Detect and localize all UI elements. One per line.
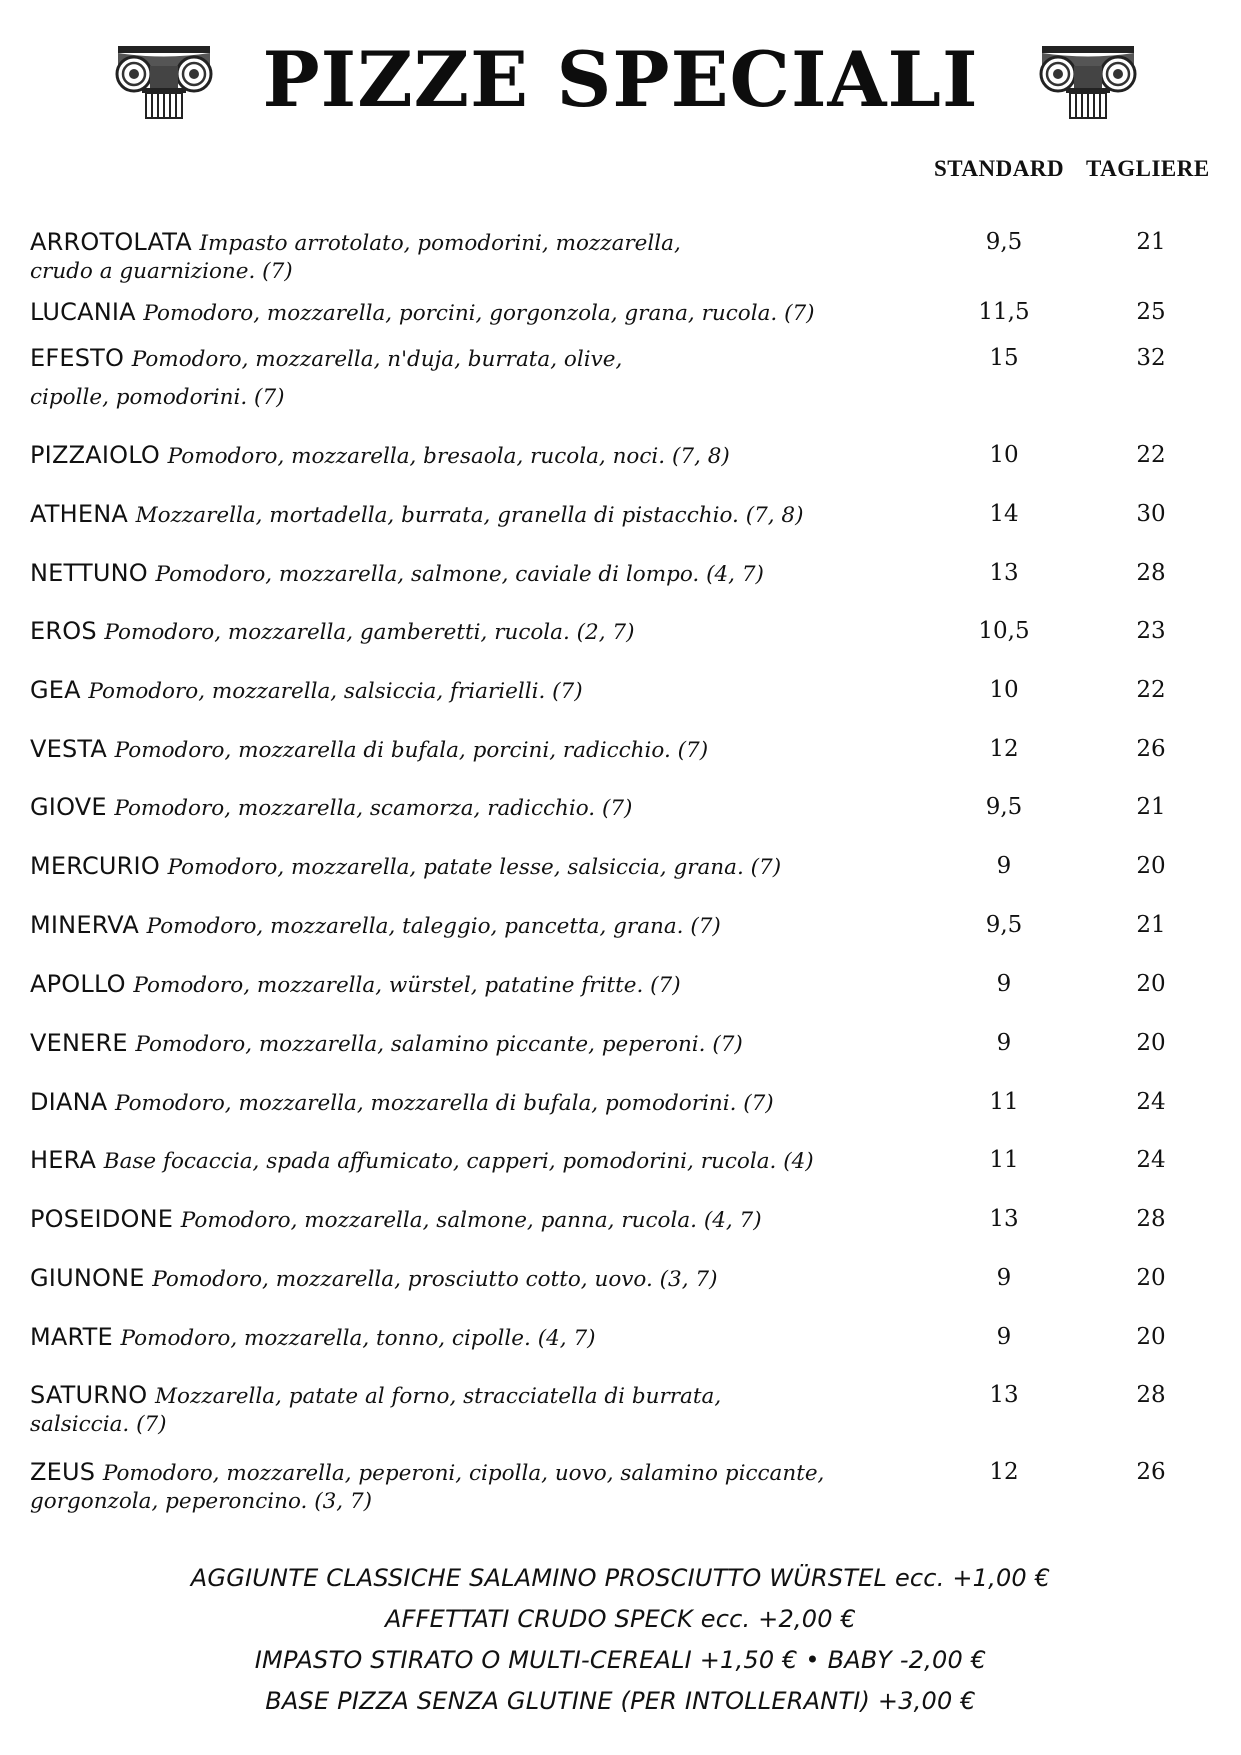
pizza-name: GIOVE [30, 793, 107, 821]
menu-item-description [30, 1029, 950, 1059]
price-tagliere: 20 [1136, 1265, 1166, 1291]
price-tagliere: 25 [1136, 299, 1166, 325]
menu-item [30, 344, 1220, 410]
price-tagliere: 32 [1136, 345, 1166, 371]
pizza-ingredients: Base focaccia, spada affumicato, capperi, pomodorini, rucola. (4) [103, 1149, 814, 1174]
pizza-ingredients: Mozzarella, patate al forno, stracciatella di burrata, [155, 1384, 722, 1409]
pizza-name: ARROTOLATA [30, 228, 192, 256]
pizza-name: EFESTO [30, 344, 125, 372]
price-standard: 10 [989, 442, 1019, 468]
pizza-name: HERA [30, 1146, 97, 1174]
pizza-name: PIZZAIOLO [30, 441, 161, 469]
menu-item-description [30, 298, 950, 328]
price-tagliere: 28 [1136, 1206, 1166, 1232]
pizza-ingredients: Pomodoro, mozzarella, salsiccia, friarielli. (7) [88, 679, 583, 704]
price-tagliere: 23 [1136, 618, 1166, 644]
menu-item [30, 441, 1220, 501]
pizza-name: NETTUNO [30, 559, 148, 587]
menu-item-description [30, 1381, 950, 1439]
pizza-name: VENERE [30, 1029, 128, 1057]
menu-item [30, 228, 1220, 288]
price-tagliere: 22 [1136, 442, 1166, 468]
menu-item [30, 1264, 1220, 1324]
menu-item-description [30, 344, 950, 412]
pizza-ingredients: Pomodoro, mozzarella, n'duja, burrata, olive, [131, 347, 623, 372]
menu-item [30, 559, 1220, 619]
menu-item [30, 500, 1220, 560]
pizza-ingredients: cipolle, pomodorini. (7) [30, 385, 285, 410]
pizza-ingredients: gorgonzola, peperoncino. (3, 7) [30, 1489, 373, 1514]
price-tagliere: 20 [1136, 971, 1166, 997]
menu-item-description [30, 1146, 950, 1176]
pizza-name: DIANA [30, 1088, 108, 1116]
price-standard: 9,5 [985, 794, 1023, 820]
price-standard: 12 [989, 1459, 1019, 1485]
pizza-ingredients: Pomodoro, mozzarella, patate lesse, salsiccia, grana. (7) [167, 855, 782, 880]
price-standard: 13 [989, 1206, 1019, 1232]
extras-line: BASE PIZZA SENZA GLUTINE (PER INTOLLERANTI) +3,00 € [265, 1687, 976, 1715]
pizza-ingredients: Pomodoro, mozzarella, gamberetti, rucola. (2, 7) [104, 620, 635, 645]
menu-item-description [30, 500, 950, 530]
menu-item [30, 676, 1220, 736]
pizza-ingredients: Pomodoro, mozzarella, bresaola, rucola, noci. (7, 8) [167, 444, 730, 469]
price-tagliere: 24 [1136, 1147, 1166, 1173]
menu-item-description [30, 559, 950, 589]
menu-item-description [30, 1205, 950, 1235]
price-tagliere: 21 [1136, 229, 1166, 255]
price-standard: 11 [989, 1089, 1019, 1115]
pizza-name: LUCANIA [30, 298, 136, 326]
price-tagliere: 24 [1136, 1089, 1166, 1115]
menu-item-description [30, 1088, 950, 1118]
menu-item-description [30, 676, 950, 706]
pizza-name: MARTE [30, 1323, 113, 1351]
menu-item [30, 1146, 1220, 1206]
price-tagliere: 22 [1136, 677, 1166, 703]
menu-item-description [30, 970, 950, 1000]
menu-item [30, 1381, 1220, 1441]
price-standard: 15 [989, 345, 1019, 371]
menu-item [30, 735, 1220, 795]
pizza-name: GEA [30, 676, 81, 704]
pizza-name: MERCURIO [30, 852, 160, 880]
price-tagliere: 21 [1136, 794, 1166, 820]
price-standard: 11 [989, 1147, 1019, 1173]
menu-item-description [30, 441, 950, 471]
price-standard: 10 [989, 677, 1019, 703]
price-standard: 9,5 [985, 912, 1023, 938]
pizza-ingredients: Pomodoro, mozzarella, salamino piccante, peperoni. (7) [135, 1032, 743, 1057]
menu-item-description [30, 228, 950, 286]
pizza-ingredients: Pomodoro, mozzarella, salmone, caviale di lompo. (4, 7) [155, 562, 764, 587]
pizza-ingredients: Pomodoro, mozzarella, tonno, cipolle. (4, 7) [120, 1326, 596, 1351]
column-header-tagliere: TAGLIERE [1086, 156, 1210, 181]
pizza-name: VESTA [30, 735, 108, 763]
price-tagliere: 28 [1136, 1382, 1166, 1408]
pizza-name: MINERVA [30, 911, 139, 939]
menu-item-description [30, 911, 950, 941]
menu-item [30, 1029, 1220, 1089]
price-tagliere: 20 [1136, 1030, 1166, 1056]
pizza-ingredients: Pomodoro, mozzarella, peperoni, cipolla, uovo, salamino piccante, [102, 1461, 825, 1486]
menu-item [30, 1205, 1220, 1265]
pizza-ingredients: Pomodoro, mozzarella, würstel, patatine fritte. (7) [133, 973, 681, 998]
price-standard: 9 [996, 1030, 1012, 1056]
price-standard: 9 [996, 1324, 1012, 1350]
menu-item [30, 911, 1220, 971]
menu-item [30, 852, 1220, 912]
extras-notes [0, 1558, 1241, 1722]
pizza-ingredients: Pomodoro, mozzarella, salmone, panna, rucola. (4, 7) [180, 1208, 762, 1233]
menu-item-description [30, 852, 950, 882]
pizza-ingredients: Pomodoro, mozzarella di bufala, porcini, radicchio. (7) [114, 738, 709, 763]
price-standard: 10,5 [978, 618, 1030, 644]
price-standard: 12 [989, 736, 1019, 762]
pizza-name: APOLLO [30, 970, 126, 998]
pizza-ingredients: Pomodoro, mozzarella, porcini, gorgonzola, grana, rucola. (7) [143, 301, 815, 326]
pizza-ingredients: Pomodoro, mozzarella, mozzarella di bufala, pomodorini. (7) [115, 1091, 774, 1116]
column-header-standard: STANDARD [934, 156, 1065, 181]
price-standard: 14 [989, 501, 1019, 527]
menu-item [30, 1458, 1220, 1518]
pizza-name: GIUNONE [30, 1264, 145, 1292]
menu-item-description [30, 1264, 950, 1294]
menu-item [30, 970, 1220, 1030]
menu-item [30, 793, 1220, 853]
pizza-name: POSEIDONE [30, 1205, 174, 1233]
menu-item-description [30, 617, 950, 647]
page-title: PIZZE SPECIALI [262, 35, 979, 124]
pizza-ingredients: Mozzarella, mortadella, burrata, granella di pistacchio. (7, 8) [135, 503, 804, 528]
menu-item-description [30, 1323, 950, 1353]
pizza-name: ZEUS [30, 1458, 96, 1486]
price-tagliere: 26 [1136, 736, 1166, 762]
price-standard: 9,5 [985, 229, 1023, 255]
pizza-ingredients: crudo a guarnizione. (7) [30, 259, 293, 284]
price-tagliere: 26 [1136, 1459, 1166, 1485]
price-standard: 11,5 [978, 299, 1030, 325]
price-tagliere: 28 [1136, 560, 1166, 586]
price-tagliere: 21 [1136, 912, 1166, 938]
pizza-name: SATURNO [30, 1381, 148, 1409]
pizza-ingredients: salsiccia. (7) [30, 1412, 167, 1437]
menu-item-description [30, 1458, 950, 1516]
menu-item-description [30, 735, 950, 765]
pizza-ingredients: Pomodoro, mozzarella, scamorza, radicchio. (7) [114, 796, 633, 821]
price-standard: 9 [996, 971, 1012, 997]
price-standard: 9 [996, 1265, 1012, 1291]
pizza-ingredients: Pomodoro, mozzarella, prosciutto cotto, uovo. (3, 7) [152, 1267, 718, 1292]
pizza-name: ATHENA [30, 500, 128, 528]
extras-line: AGGIUNTE CLASSICHE SALAMINO PROSCIUTTO WÜRSTEL ecc. +1,00 € [190, 1564, 1051, 1592]
extras-line: IMPASTO STIRATO O MULTI-CEREALI +1,50 € • BABY -2,00 € [254, 1646, 987, 1674]
menu-item-description [30, 793, 950, 823]
menu-item [30, 1088, 1220, 1148]
price-standard: 13 [989, 1382, 1019, 1408]
pizza-ingredients: Pomodoro, mozzarella, taleggio, pancetta, grana. (7) [146, 914, 721, 939]
extras-line: AFFETTATI CRUDO SPECK ecc. +2,00 € [384, 1605, 856, 1633]
pizza-name: EROS [30, 617, 97, 645]
pizza-ingredients: Impasto arrotolato, pomodorini, mozzarella, [199, 231, 681, 256]
price-tagliere: 20 [1136, 853, 1166, 879]
price-standard: 13 [989, 560, 1019, 586]
price-tagliere: 30 [1136, 501, 1166, 527]
price-standard: 9 [996, 853, 1012, 879]
menu-item [30, 1323, 1220, 1383]
menu-item [30, 617, 1220, 677]
price-tagliere: 20 [1136, 1324, 1166, 1350]
